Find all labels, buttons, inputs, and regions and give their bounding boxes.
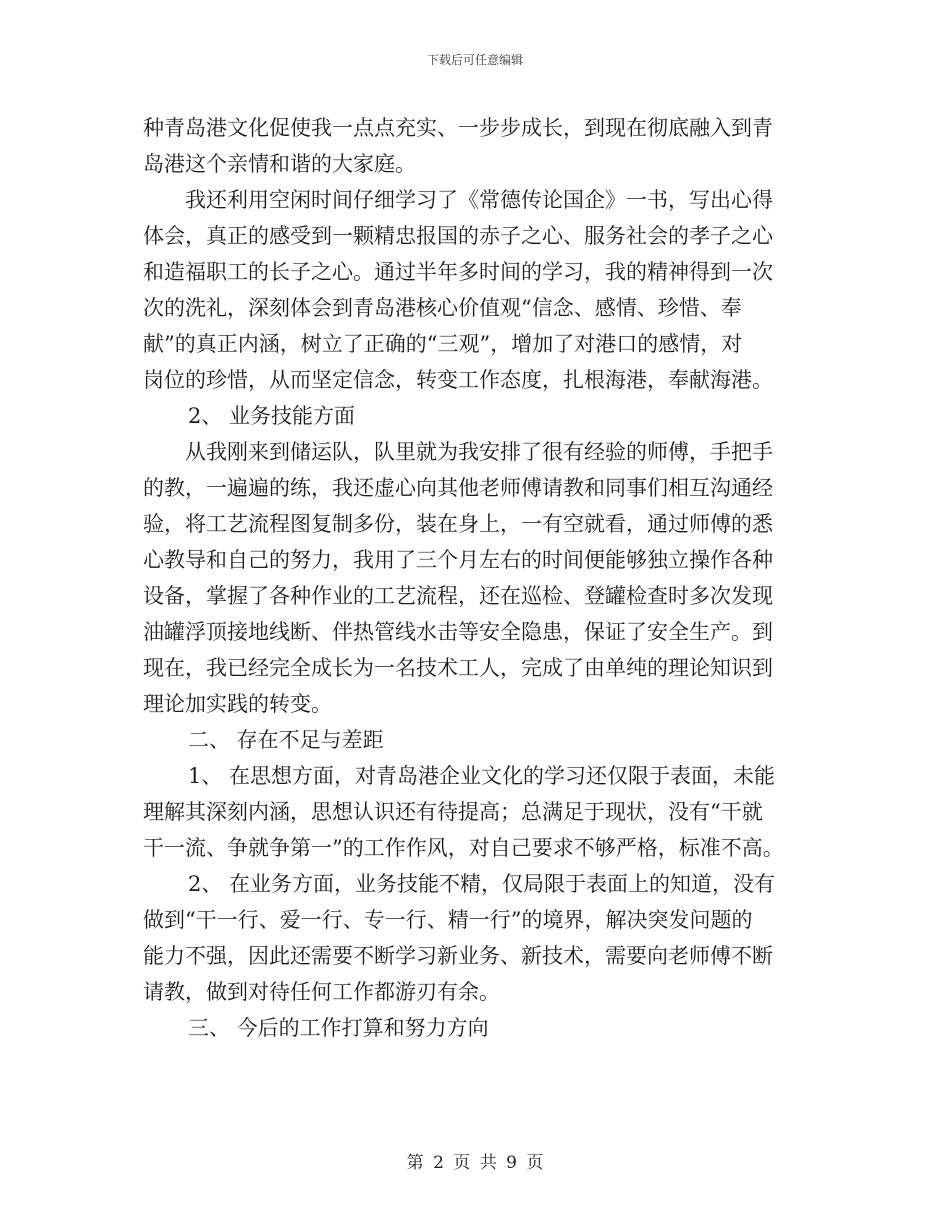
paragraph-line: 岗位的珍惜，从而坚定信念，转变工作态度，扎根海港，奉献海港。	[143, 368, 773, 392]
paragraph-line: 和造福职工的长子之心。通过半年多时间的学习，我的精神得到一次	[143, 260, 773, 284]
section-heading: 2、 业务技能方面	[188, 404, 356, 428]
paragraph-line: 做到“干一行、爱一行、专一行、精一行”的境界，解决突发问题的	[143, 908, 753, 932]
paragraph-line: 体会，真正的感受到一颗精忠报国的赤子之心、服务社会的孝子之心	[143, 224, 773, 248]
paragraph-line: 岛港这个亲情和谐的大家庭。	[143, 152, 416, 176]
paragraph-line: 心教导和自己的努力，我用了三个月左右的时间便能够独立操作各种	[143, 548, 773, 572]
paragraph-line: 的教，一遍遍的练，我还虚心向其他老师傅请教和同事们相互沟通经	[143, 476, 773, 500]
paragraph-line: 设备，掌握了各种作业的工艺流程，还在巡检、登罐检查时多次发现	[143, 584, 773, 608]
document-body	[143, 110, 808, 1046]
paragraph-line: 次的洗礼，深刻体会到青岛港核心价值观“信念、感情、珍惜、奉	[143, 296, 742, 320]
paragraph-line: 验，将工艺流程图复制多份，装在身上，一有空就看，通过师傅的悉	[143, 512, 773, 536]
paragraph-line: 油罐浮顶接地线断、伴热管线水击等安全隐患，保证了安全生产。到	[143, 620, 773, 644]
page-number: 第 2 页 共 9 页	[406, 1153, 544, 1173]
paragraph-line: 干一流、争就争第一”的工作作风，对自己要求不够严格，标准不高。	[143, 836, 784, 860]
paragraph-line: 2、 在业务方面，业务技能不精，仅局限于表面上的知道，没有	[188, 872, 776, 896]
paragraph-line: 现在，我已经完全成长为一名技术工人，完成了由单纯的理论知识到	[143, 656, 773, 680]
paragraph-line: 理论加实践的转变。	[143, 692, 332, 716]
section-heading: 三、 今后的工作打算和努力方向	[188, 1016, 489, 1040]
paragraph-line: 能力不强，因此还需要不断学习新业务、新技术，需要向老师傅不断	[143, 944, 773, 968]
paragraph-line: 请教，做到对待任何工作都游刃有余。	[143, 980, 500, 1004]
paragraph-line: 种青岛港文化促使我一点点充实、一步步成长，到现在彻底融入到青	[143, 116, 773, 140]
section-heading: 二、 存在不足与差距	[188, 728, 384, 752]
paragraph-line: 理解其深刻内涵，思想认识还有待提高；总满足于现状，没有“干就	[143, 800, 763, 824]
paragraph-line: 1、 在思想方面，对青岛港企业文化的学习还仅限于表面，未能	[188, 764, 776, 788]
paragraph-line: 我还利用空闲时间仔细学习了《常德传论国企》一书，写出心得	[185, 188, 773, 212]
paragraph-line: 献”的真正内涵，树立了正确的“三观”，增加了对港口的感情，对	[143, 332, 743, 356]
page-header-note: 下载后可任意编辑	[426, 53, 523, 67]
paragraph-line: 从我刚来到储运队，队里就为我安排了很有经验的师傅，手把手	[185, 440, 773, 464]
